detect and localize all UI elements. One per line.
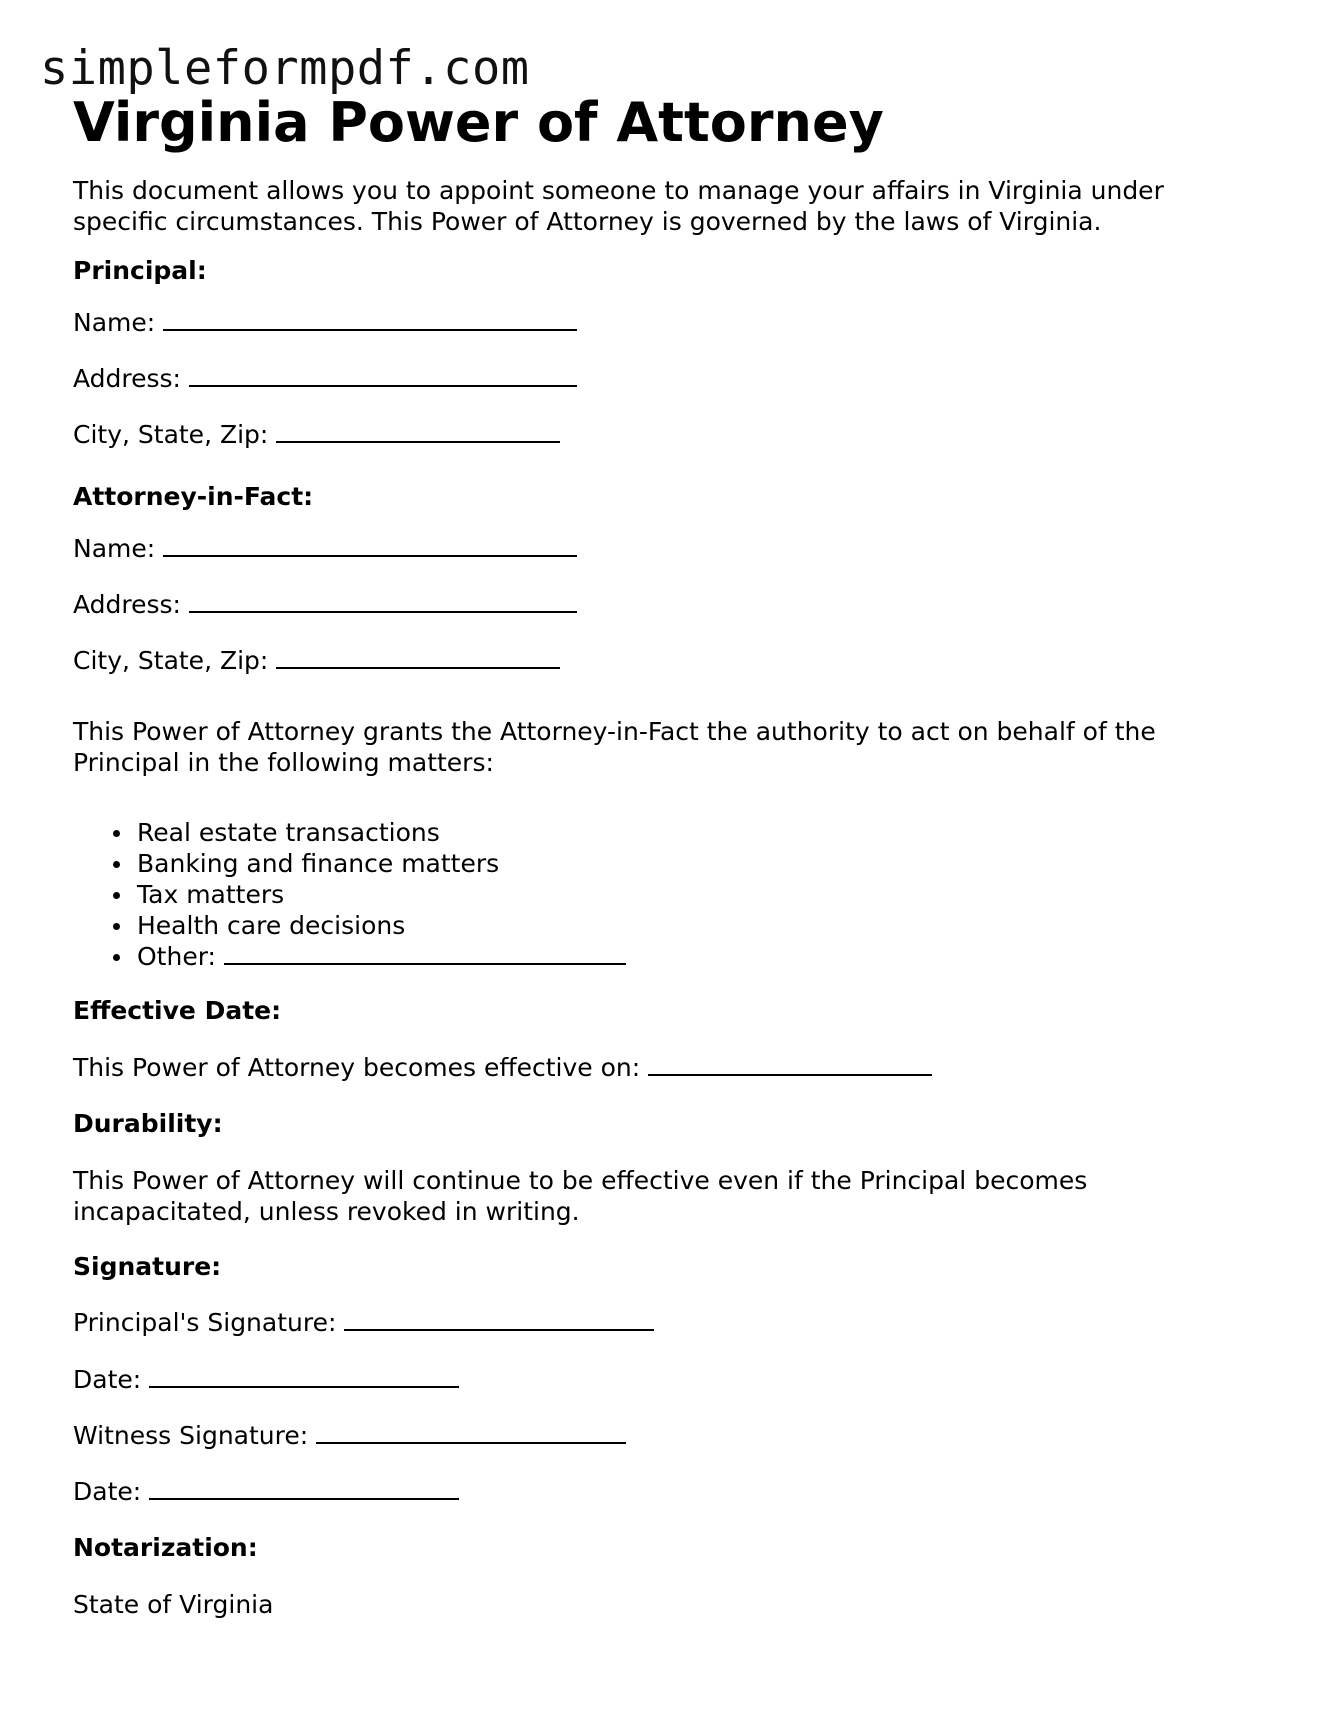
effective-date-heading: Effective Date: [73, 996, 282, 1025]
attorney-name-field[interactable] [163, 533, 577, 557]
notarization-state: State of Virginia [73, 1590, 274, 1619]
witness-signature-field[interactable] [316, 1420, 626, 1444]
principal-city-field[interactable] [276, 419, 560, 443]
principal-address-field[interactable] [189, 363, 577, 387]
durability-line-2: incapacitated, unless revoked in writing. [73, 1197, 580, 1226]
durability-line-1: This Power of Attorney will continue to be effective even if the Principal becomes [73, 1166, 1088, 1195]
durability-heading: Durability: [73, 1109, 223, 1138]
attorney-city-field[interactable] [276, 645, 560, 669]
intro-paragraph [73, 175, 1164, 237]
site-watermark: simpleformpdf.com [40, 41, 530, 96]
durability-paragraph [73, 1165, 1087, 1227]
principal-date-field[interactable] [149, 1364, 459, 1388]
grant-line-1: This Power of Attorney grants the Attorney-in-Fact the authority to act on behalf of the [73, 717, 1156, 746]
witness-signature-row [73, 1420, 626, 1451]
principal-city-label: City, State, Zip: [73, 420, 269, 449]
principal-signature-field[interactable] [344, 1307, 654, 1331]
grant-paragraph [73, 716, 1156, 778]
principal-date-row [73, 1364, 459, 1395]
other-matters-field[interactable] [224, 941, 626, 965]
attorney-address-row [73, 589, 577, 620]
attorney-address-field[interactable] [189, 589, 577, 613]
attorney-city-label: City, State, Zip: [73, 646, 269, 675]
witness-date-field[interactable] [149, 1476, 459, 1500]
attorney-heading: Attorney-in-Fact: [73, 482, 314, 511]
principal-signature-row [73, 1307, 654, 1338]
page-title: Virginia Power of Attorney [73, 91, 884, 154]
attorney-name-row [73, 533, 577, 564]
intro-line-2: specific circumstances. This Power of Attorney is governed by the laws of Virginia. [73, 207, 1102, 236]
notarization-heading: Notarization: [73, 1533, 258, 1562]
principal-address-label: Address: [73, 364, 181, 393]
list-item: Tax matters [73, 879, 626, 910]
list-item-other: Other: [73, 941, 626, 972]
principal-heading: Principal: [73, 256, 207, 285]
attorney-city-row [73, 645, 560, 676]
witness-date-label: Date: [73, 1477, 142, 1506]
principal-date-label: Date: [73, 1365, 142, 1394]
effective-date-row [73, 1052, 932, 1083]
witness-signature-label: Witness Signature: [73, 1421, 309, 1450]
intro-line-1: This document allows you to appoint someone to manage your affairs in Virginia under [73, 176, 1164, 205]
grant-line-2: Principal in the following matters: [73, 748, 494, 777]
principal-signature-label: Principal's Signature: [73, 1308, 337, 1337]
list-item: Banking and finance matters [73, 848, 626, 879]
matters-list [73, 817, 626, 972]
principal-name-field[interactable] [163, 307, 577, 331]
effective-date-field[interactable] [648, 1052, 932, 1076]
list-item: Real estate transactions [73, 817, 626, 848]
witness-date-row [73, 1476, 459, 1507]
principal-address-row [73, 363, 577, 394]
attorney-name-label: Name: [73, 534, 156, 563]
principal-name-label: Name: [73, 308, 156, 337]
principal-name-row [73, 307, 577, 338]
signature-heading: Signature: [73, 1252, 222, 1281]
attorney-address-label: Address: [73, 590, 181, 619]
list-item: Health care decisions [73, 910, 626, 941]
effective-date-label: This Power of Attorney becomes effective on: [73, 1053, 641, 1082]
principal-city-row [73, 419, 560, 450]
